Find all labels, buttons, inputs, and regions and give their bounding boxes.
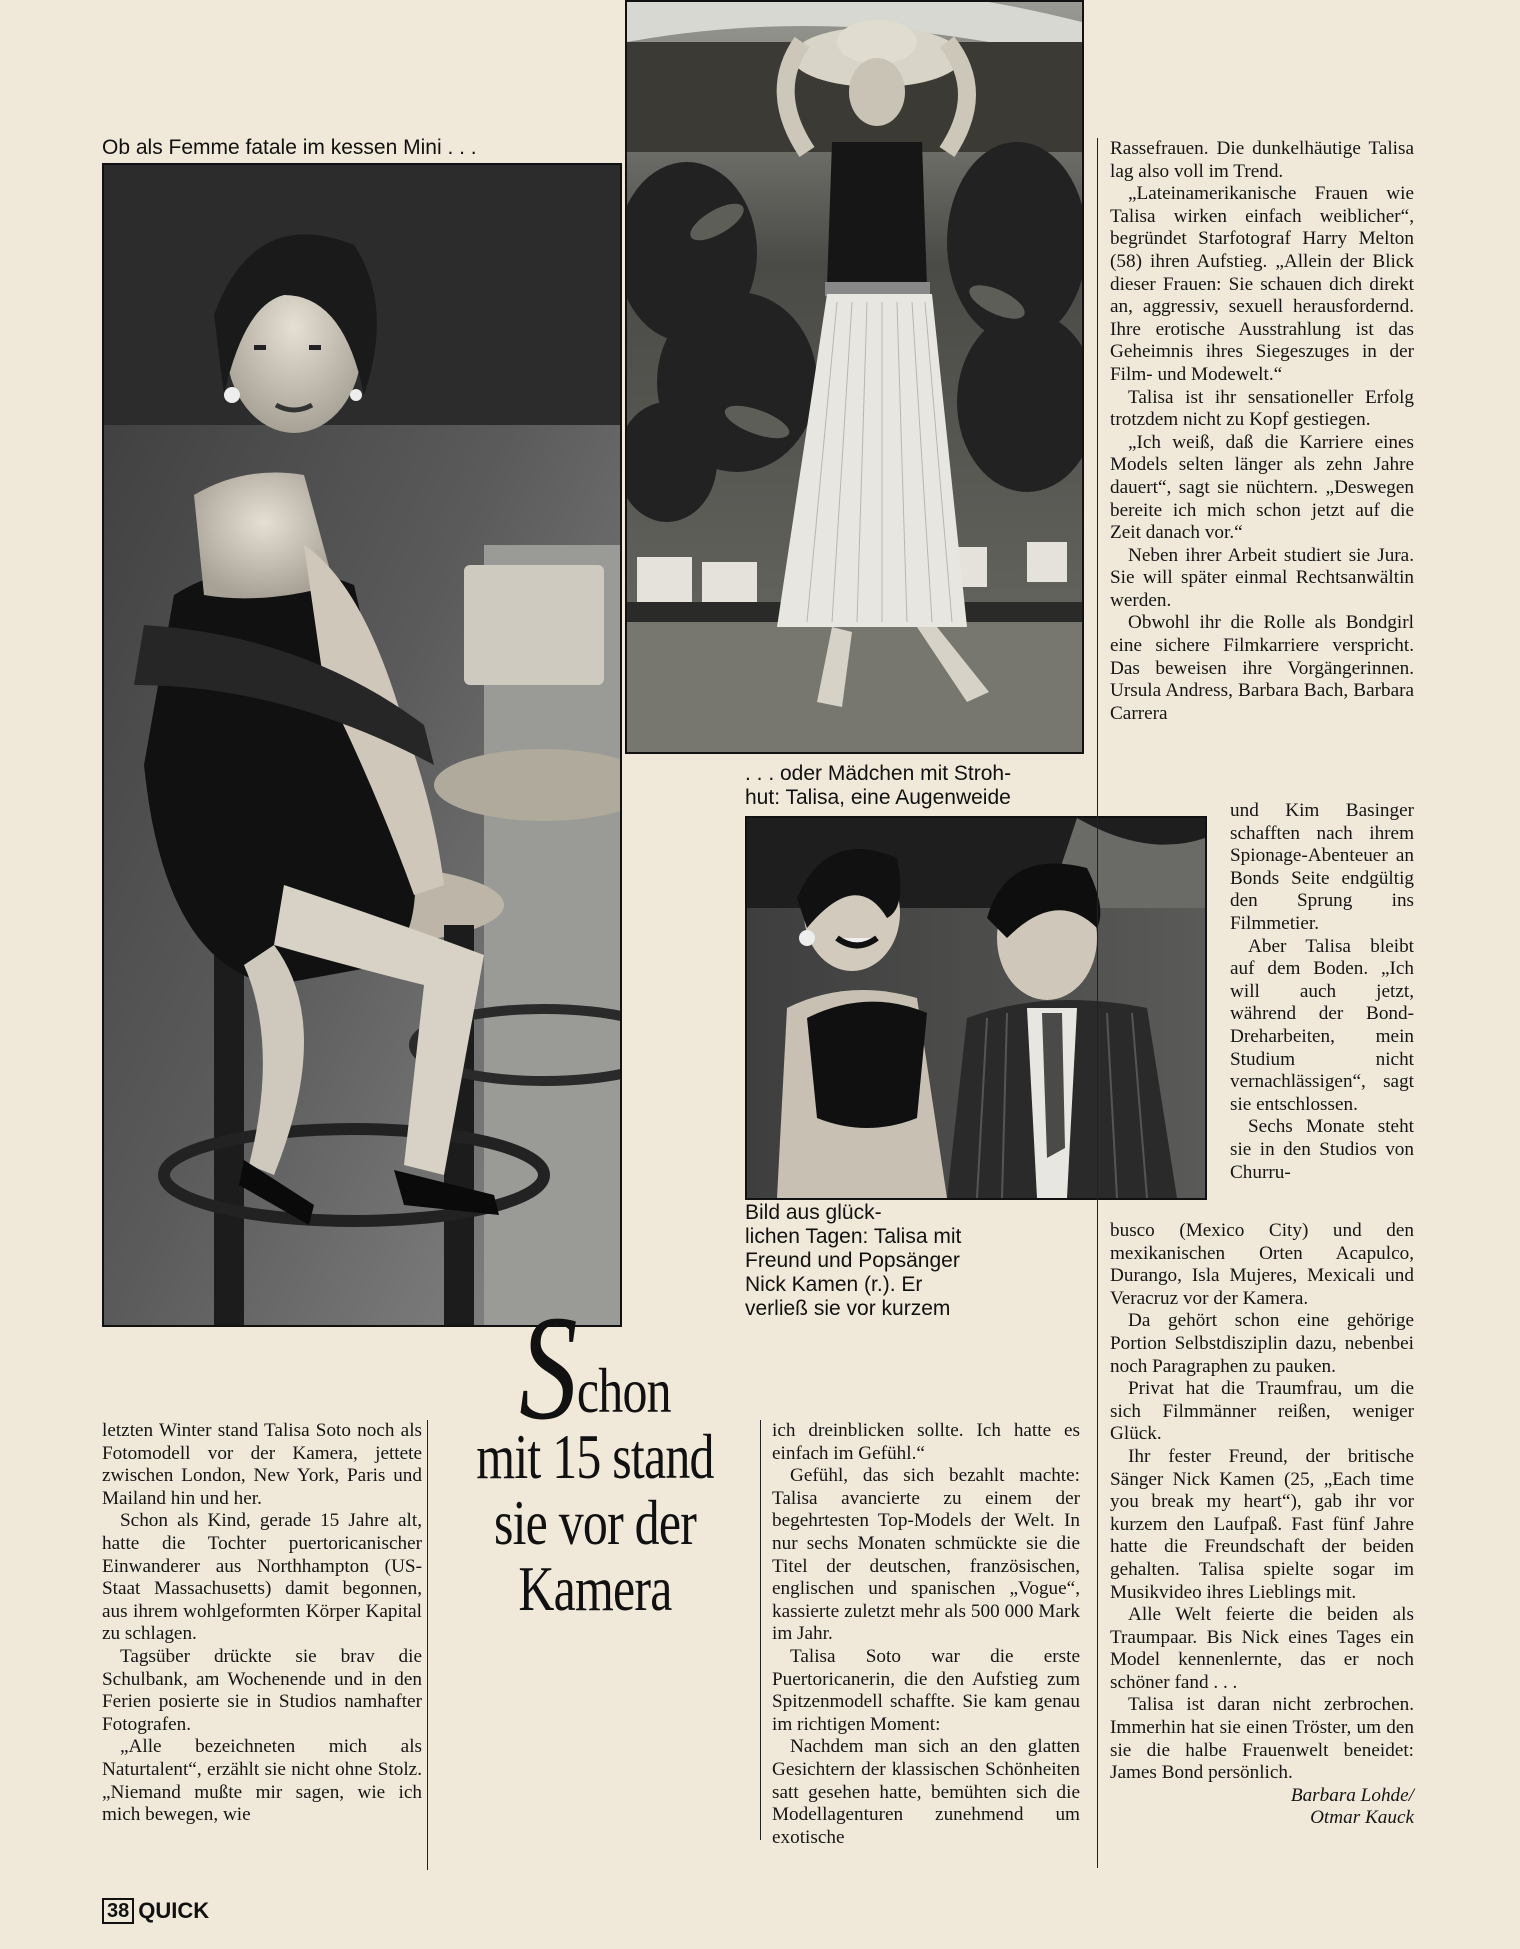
col3-paragraph-4: „Ich weiß, daß die Karriere eines Models selten länger als zehn Jahre dauert“, sagt sie nüchtern. „Deswegen bereite ich mich schon jetzt auf die Zeit danach vor.“	[1110, 431, 1414, 544]
headline-line1: chon	[576, 1355, 671, 1426]
page-footer	[102, 1898, 209, 1924]
column-2	[772, 1420, 1080, 1849]
photo-femme-fatale	[102, 163, 622, 1327]
col3-bottom-paragraph-2: Da gehört schon eine gehörige Portion Selbstdisziplin dazu, nebenbei noch Paragraphen zu pauken.	[1110, 1310, 1414, 1377]
col3-bottom-paragraph-1: busco (Mexico City) und den mexikanischen Orten Acapulco, Durango, Isla Mujeres, Mexicali und Veracruz vor der Kamera.	[1110, 1220, 1414, 1309]
column-3-narrow	[1230, 800, 1414, 1184]
page-number: 38	[102, 1898, 134, 1924]
byline-1: Barbara Lohde/	[1290, 1784, 1414, 1806]
column-rule-3	[1097, 138, 1098, 1868]
col2-paragraph-4: Nachdem man sich an den glatten Gesichtern der klassischen Schönheiten satt gesehen hatte, bemühten sich die Modellagenturen zunehmend um exotische	[772, 1736, 1080, 1848]
column-3-top	[1110, 138, 1414, 725]
col2-paragraph-2: Gefühl, das sich bezahlt machte: Talisa avancierte zu einem der begehrtesten Top-Models der Welt. In nur sechs Monaten schmückte sie die Titel der deutschen, französischen, englischen und spanischen „Vogue“, kassierte zuletzt mehr als 500 000 Mark im Jahr.	[772, 1465, 1080, 1645]
column-rule-2	[760, 1420, 761, 1840]
col3-paragraph-1: Rassefrauen. Die dunkelhäutige Talisa lag also voll im Trend.	[1110, 138, 1414, 182]
headline-initial: S	[519, 1285, 577, 1451]
col3-narrow-paragraph-1: und Kim Basinger schafften nach ihrem Spionage-Abenteuer an Bonds Seite endgültig den Sprung ins Filmmetier.	[1230, 800, 1414, 934]
col2-paragraph-1: ich dreinblicken sollte. Ich hatte es einfach im Gefühl.“	[772, 1420, 1080, 1464]
headline-line2: mit 15 stand	[476, 1421, 714, 1492]
col3-bottom-paragraph-3: Privat hat die Traumfrau, um die sich Filmmänner reißen, weniger Glück.	[1110, 1378, 1414, 1445]
caption-femme: Ob als Femme fatale im kessen Mini . . .	[102, 136, 477, 159]
col1-paragraph-4: „Alle bezeichneten mich als Naturtalent“, erzählt sie nicht ohne Stolz. „Niemand mußte mir sagen, wie ich mich bewegen, wie	[102, 1736, 422, 1826]
col1-paragraph-3: Tagsüber drückte sie brav die Schulbank, am Wochenende und in den Ferien posierte sie in Studios namhafter Fotografen.	[102, 1645, 422, 1735]
caption-couple-line1: Bild aus glück-	[745, 1201, 882, 1224]
caption-couple-line3: Freund und Popsänger	[745, 1249, 960, 1272]
column-1	[102, 1420, 422, 1827]
col3-narrow-paragraph-2: Aber Talisa bleibt auf dem Boden. „Ich will auch jetzt, während der Bond-Dreharbeiten, mein Studium nicht vernachlässigen“, sagt sie entschlossen.	[1230, 935, 1414, 1115]
headline-line4: Kamera	[518, 1553, 672, 1624]
caption-couple-line5: verließ sie vor kurzem	[745, 1297, 951, 1320]
col1-paragraph-1: letzten Winter stand Talisa Soto noch als Fotomodell vor der Kamera, jettete zwischen London, New York, Paris und Mailand hin und her.	[102, 1420, 422, 1509]
photo-couple	[745, 816, 1207, 1200]
col3-bottom-paragraph-4: Ihr fester Freund, der britische Sänger Nick Kamen (25, „Each time you break my heart“), gab ihr vor kurzem den Laufpaß. Fast fünf Jahre hatte die Freundschaft der beiden gehalten. Talisa spielte sogar im Musikvideo ihres Lieblings mit.	[1110, 1445, 1414, 1603]
caption-straw-hat-line2: hut: Talisa, eine Augenweide	[745, 786, 1011, 809]
col1-paragraph-2: Schon als Kind, gerade 15 Jahre alt, hatte die Tochter puertoricanischer Einwanderer aus Northhampton (US-Staat Massachusetts) damit begonnen, aus ihrem wohlgeformten Körper Kapital zu schlagen.	[102, 1510, 422, 1645]
caption-couple-line4: Nick Kamen (r.). Er	[745, 1273, 923, 1296]
magazine-brand: QUICK	[138, 1898, 210, 1923]
col3-bottom-paragraph-5: Alle Welt feierte die beiden als Traumpaar. Bis Nick eines Tages ein Model kennenlernte, das er noch schöner fand . . .	[1110, 1604, 1414, 1693]
photo-straw-hat	[625, 0, 1084, 754]
col3-paragraph-2: „Lateinamerikanische Frauen wie Talisa wirken einfach weiblicher“, begründet Starfotograf Harry Melton (58) ihren Aufstieg. „Allein der Blick dieser Frauen: Sie schauen dich direkt an, aggressiv, sexuell herausfordernd. Ihre erotische Ausstrahlung ist das Geheimnis ihres Siegeszuges in der Film- und Modewelt.“	[1110, 183, 1414, 385]
column-rule-1	[427, 1420, 428, 1870]
col3-paragraph-5: Neben ihrer Arbeit studiert sie Jura. Sie will später einmal Rechtsanwältin werden.	[1110, 544, 1414, 611]
headline	[430, 1285, 760, 1624]
column-3-bottom	[1110, 1220, 1414, 1830]
col2-paragraph-3: Talisa Soto war die erste Puertoricanerin, die den Aufstieg zum Spitzenmodell schaffte. Sie kam genau im richtigen Moment:	[772, 1645, 1080, 1735]
col3-paragraph-3: Talisa ist ihr sensationeller Erfolg trotzdem nicht zu Kopf gestiegen.	[1110, 386, 1414, 431]
headline-line3: sie vor der	[493, 1487, 697, 1558]
col3-bottom-paragraph-6: Talisa ist daran nicht zerbrochen. Immerhin hat sie einen Tröster, um den sie die halbe Frauenwelt beneidet: James Bond persönlich.	[1110, 1694, 1414, 1784]
caption-couple-line2: lichen Tagen: Talisa mit	[745, 1225, 962, 1248]
col3-narrow-paragraph-3: Sechs Monate steht sie in den Studios von Churru-	[1230, 1116, 1414, 1183]
col3-paragraph-6: Obwohl ihr die Rolle als Bondgirl eine sichere Filmkarriere verspricht. Das beweisen ihre Vorgängerinnen. Ursula Andress, Barbara Bach, Barbara Carrera	[1110, 612, 1414, 724]
byline-2: Otmar Kauck	[1310, 1807, 1414, 1829]
caption-straw-hat-line1: . . . oder Mädchen mit Stroh-	[745, 762, 1012, 785]
